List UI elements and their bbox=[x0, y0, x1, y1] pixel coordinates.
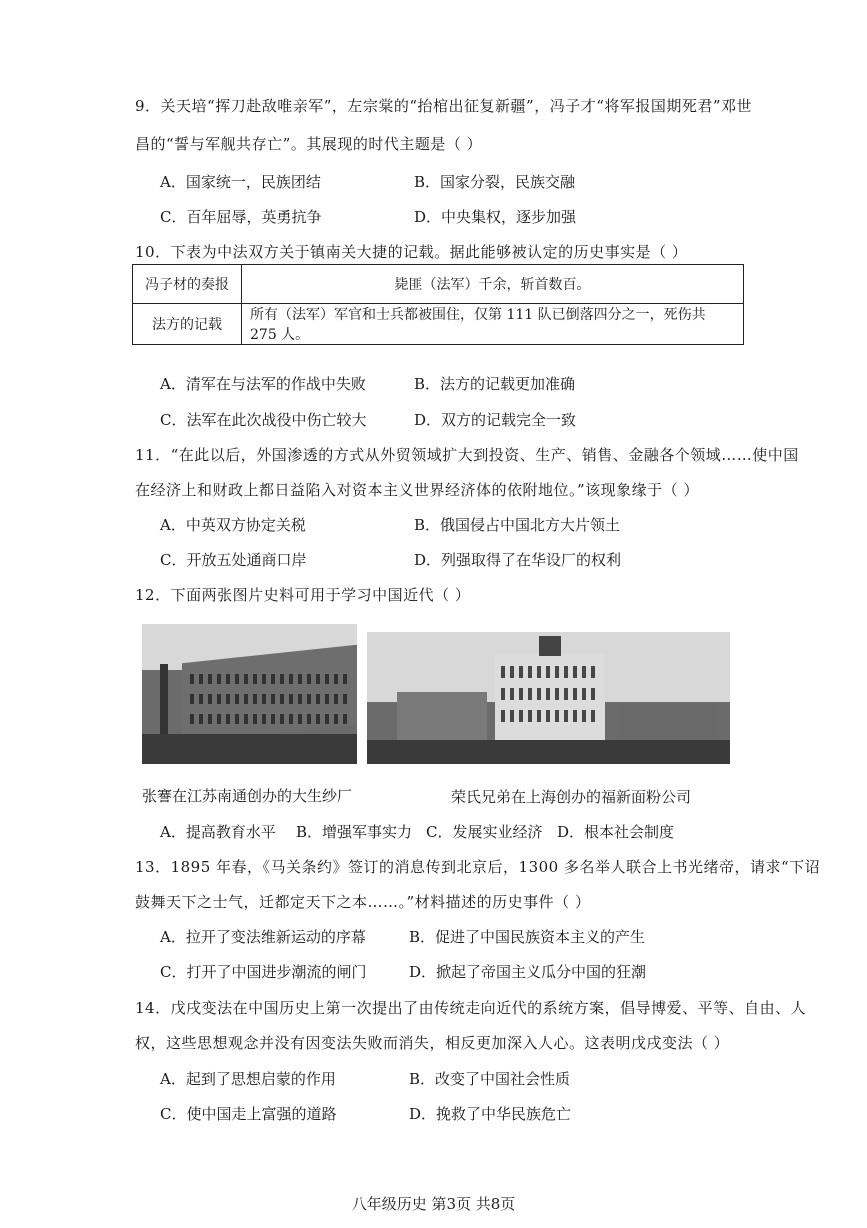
fuxin-flour-photo bbox=[367, 632, 730, 764]
q14-option-c: C．使中国走上富强的道路 bbox=[160, 1105, 337, 1123]
q10-record-table bbox=[132, 264, 744, 345]
q10-option-d: D．双方的记载完全一致 bbox=[414, 411, 577, 429]
q10-option-b: B．法方的记载更加准确 bbox=[414, 375, 576, 393]
table-row bbox=[133, 304, 744, 345]
q12-option-b: B．增强军事实力 bbox=[296, 823, 413, 841]
q13-stem-line2: 鼓舞天下之士气，迁都定天下之本……。”材料描述的历史事件（ ） bbox=[135, 893, 591, 911]
page-footer: 八年级历史 第3页 共8页 bbox=[351, 1195, 516, 1213]
q9-option-c: C．百年屈辱，英勇抗争 bbox=[160, 208, 322, 226]
q9-option-d: D．中央集权，逐步加强 bbox=[414, 208, 577, 226]
dasheng-mill-photo bbox=[142, 624, 357, 764]
table-cell-content: 毙匪（法军）千余，斩首数百。 bbox=[242, 265, 744, 304]
q12-caption-left: 张謇在江苏南通创办的大生纱厂 bbox=[142, 787, 353, 805]
q10-option-a: A．清军在与法军的作战中失败 bbox=[160, 375, 366, 393]
q9-option-b: B．国家分裂，民族交融 bbox=[414, 173, 576, 191]
q13-option-b: B．促进了中国民族资本主义的产生 bbox=[409, 928, 646, 946]
q13-option-c: C．打开了中国进步潮流的闸门 bbox=[160, 963, 367, 981]
q14-stem-line1: 14．戊戌变法在中国历史上第一次提出了由传统走向近代的系统方案，倡导博爱、平等、自由、人 bbox=[135, 999, 807, 1017]
q11-option-b: B．俄国侵占中国北方大片领土 bbox=[414, 516, 621, 534]
q9-option-a: A．国家统一，民族团结 bbox=[160, 173, 321, 191]
q11-option-a: A．中英双方协定关税 bbox=[160, 516, 306, 534]
table-cell-label: 冯子材的奏报 bbox=[133, 265, 242, 304]
q11-stem-line1: 11．“在此以后，外国渗透的方式从外贸领域扩大到投资、生产、销售、金融各个领域……使中国 bbox=[135, 446, 799, 464]
q12-option-c: C．发展实业经济 bbox=[426, 823, 543, 841]
q14-option-d: D．挽救了中华民族危亡 bbox=[409, 1105, 572, 1123]
q9-stem-line2: 昌的“誓与军舰共存亡”。其展现的时代主题是（ ） bbox=[135, 135, 483, 153]
q13-option-d: D．掀起了帝国主义瓜分中国的狂潮 bbox=[409, 963, 647, 981]
q14-option-a: A．起到了思想启蒙的作用 bbox=[160, 1070, 336, 1088]
table-row bbox=[133, 265, 744, 304]
q10-stem: 10．下表为中法双方关于镇南关大捷的记载。据此能够被认定的历史事实是（ ） bbox=[135, 243, 688, 261]
table-cell-label: 法方的记载 bbox=[133, 304, 242, 345]
q14-option-b: B．改变了中国社会性质 bbox=[409, 1070, 571, 1088]
q13-option-a: A．拉开了变法维新运动的序幕 bbox=[160, 928, 366, 946]
q10-option-c: C．法军在此次战役中伤亡较大 bbox=[160, 411, 367, 429]
q12-option-a: A．提高教育水平 bbox=[160, 823, 276, 841]
table-cell-content: 所有（法军）军官和士兵都被围住，仅第 111 队已倒落四分之一，死伤共 275 人。 bbox=[242, 304, 744, 345]
q14-stem-line2: 权，这些思想观念并没有因变法失败而消失，相反更加深入人心。这表明戊戌变法（ ） bbox=[135, 1034, 730, 1052]
q12-stem: 12．下面两张图片史料可用于学习中国近代（ ） bbox=[135, 586, 471, 604]
q11-stem-line2: 在经济上和财政上都日益陷入对资本主义世界经济体的依附地位。”该现象缘于（ ） bbox=[135, 481, 699, 499]
q12-option-d: D．根本社会制度 bbox=[557, 823, 675, 841]
q9-stem-line1: 9．关天培“挥刀赴敌唯亲军”，左宗棠的“抬棺出征复新疆”，冯子才“将军报国期死君”邓世 bbox=[135, 97, 753, 115]
q13-stem-line1: 13．1895 年春，《马关条约》签订的消息传到北京后，1300 多名举人联合上书光绪帝，请求“下诏 bbox=[135, 858, 821, 876]
q11-option-d: D．列强取得了在华设厂的权利 bbox=[414, 551, 622, 569]
q12-caption-right: 荣氏兄弟在上海创办的福新面粉公司 bbox=[451, 788, 692, 806]
q11-option-c: C．开放五处通商口岸 bbox=[160, 551, 307, 569]
